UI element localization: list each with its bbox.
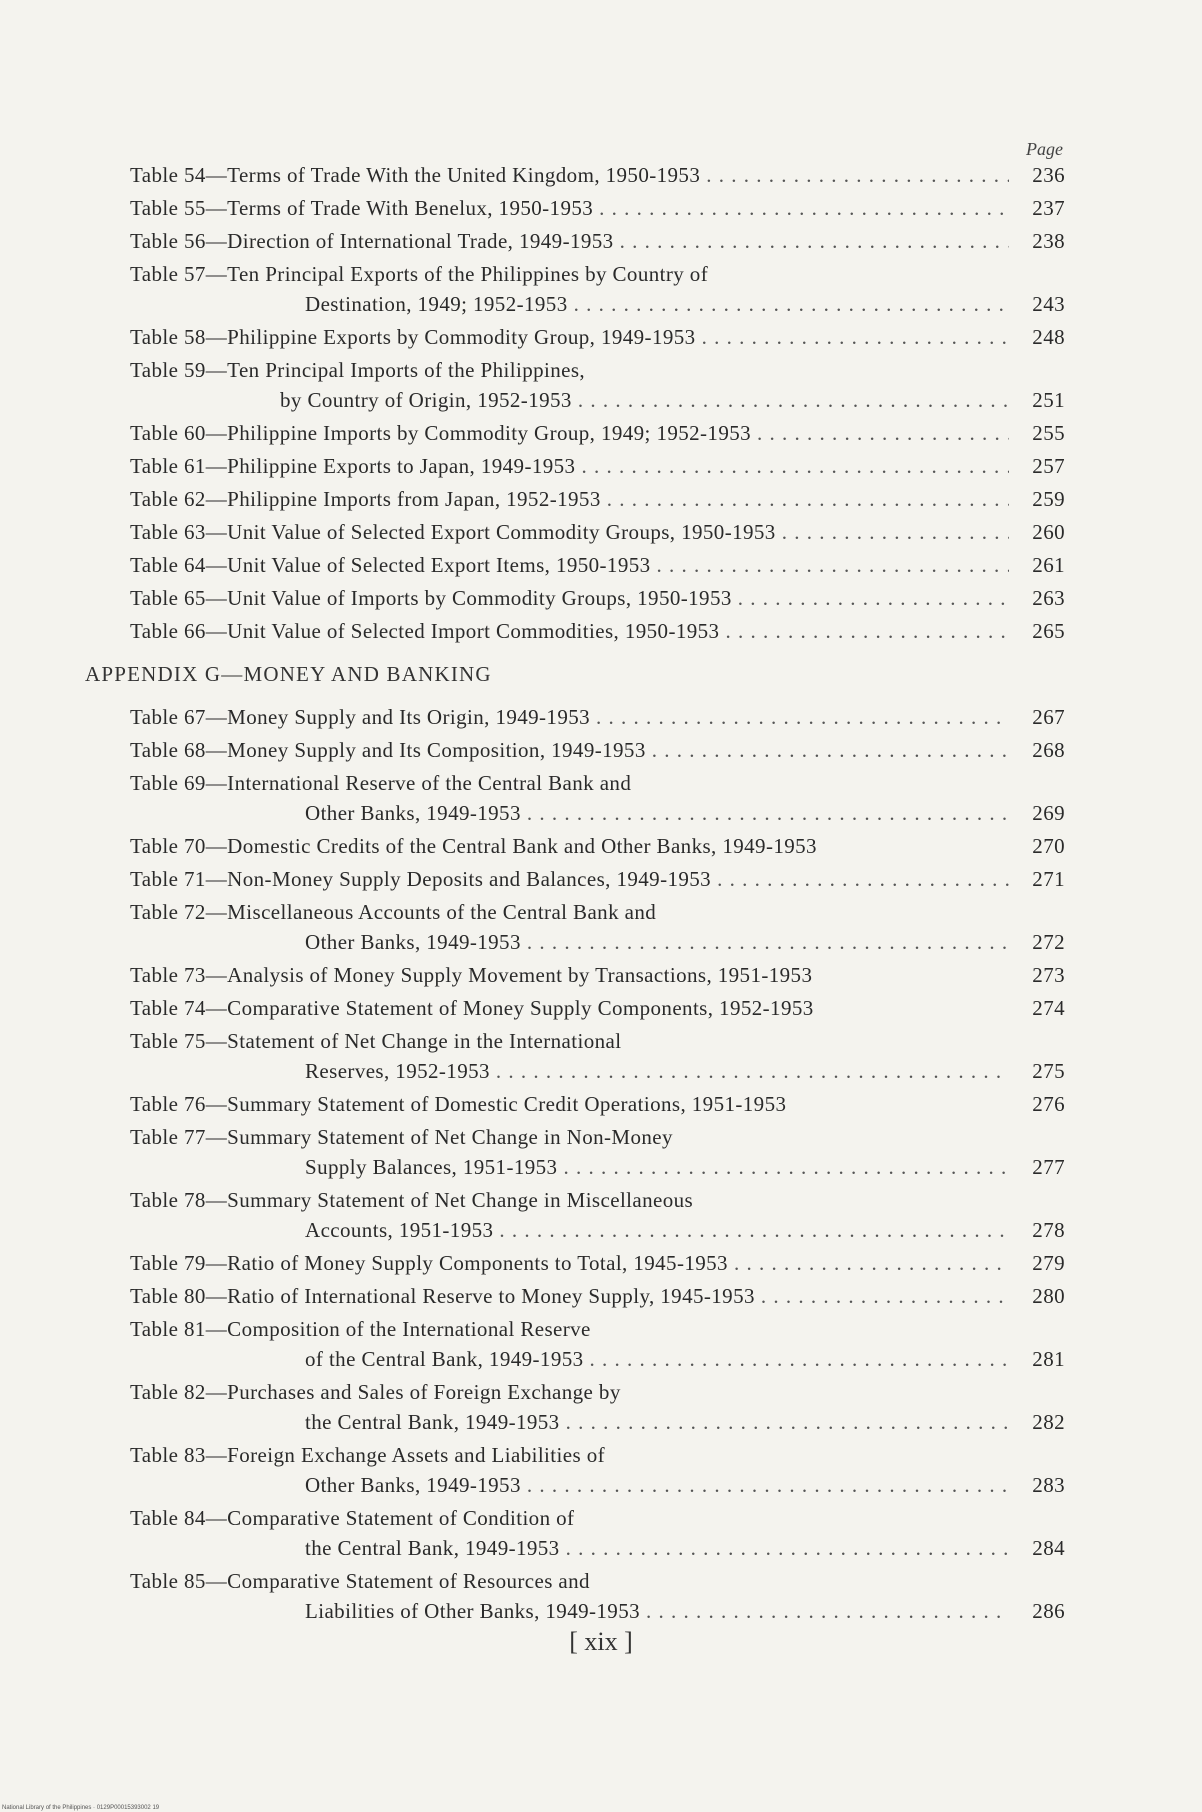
toc-entry-title-text: Table 82—Purchases and Sales of Foreign Exchange by	[130, 1380, 621, 1404]
toc-entry-title	[130, 960, 1013, 990]
toc-entry-continuation-text: Other Banks, 1949-1953	[305, 801, 521, 825]
toc-entry-text	[130, 418, 1013, 448]
toc-entry-title	[130, 1503, 1013, 1533]
toc-entry-title-text: Table 56—Direction of International Trade, 1949-1953	[130, 229, 614, 253]
toc-entry-page-number: 257	[1032, 454, 1065, 478]
dot-leader	[599, 193, 1009, 223]
toc-entry	[130, 1185, 1065, 1245]
toc-entry-title-text: Table 84—Comparative Statement of Condition of	[130, 1506, 575, 1530]
toc-entry	[130, 1377, 1065, 1437]
toc-entry-title	[130, 1122, 1013, 1152]
toc-entry-text	[130, 1314, 1013, 1374]
toc-entry	[130, 897, 1065, 957]
toc-entry-text	[130, 993, 1013, 1023]
toc-entry-title-text: Table 67—Money Supply and Its Origin, 1949-1953	[130, 705, 591, 729]
toc-entry-page-number: 255	[1032, 421, 1065, 445]
toc-entry	[130, 322, 1065, 352]
toc-entry-title	[130, 1566, 1013, 1596]
dot-leader	[706, 160, 1009, 190]
toc-entry-page-number: 268	[1032, 738, 1065, 762]
toc-entry-title	[130, 616, 1013, 646]
toc-entry-title-text: Table 79—Ratio of Money Supply Components to Total, 1945-1953	[130, 1251, 728, 1275]
toc-entry	[130, 1089, 1065, 1119]
toc-entry-continuation	[130, 1056, 1013, 1086]
toc-entry	[130, 550, 1065, 580]
toc-entry	[130, 702, 1065, 732]
toc-entry-continuation	[130, 1152, 1013, 1182]
toc-entry-title-text: Table 71—Non-Money Supply Deposits and Balances, 1949-1953	[130, 867, 712, 891]
toc-entry-title-text: Table 76—Summary Statement of Domestic Credit Operations, 1951-1953	[130, 1092, 787, 1116]
dot-leader	[738, 583, 1009, 613]
dot-leader	[607, 484, 1009, 514]
toc-entry-text	[130, 451, 1013, 481]
toc-entry-title	[130, 1440, 1013, 1470]
toc-entry-continuation	[130, 1533, 1013, 1563]
toc-entry-page-number: 261	[1032, 553, 1065, 577]
toc-entry	[130, 735, 1065, 765]
toc-entry-text	[130, 322, 1013, 352]
toc-entry-title-text: Table 66—Unit Value of Selected Import Commodities, 1950-1953	[130, 619, 720, 643]
toc-entry-title-text: Table 65—Unit Value of Imports by Commodity Groups, 1950-1953	[130, 586, 732, 610]
toc-entry-text	[130, 1026, 1013, 1086]
toc-entry-continuation-text: by Country of Origin, 1952-1953	[280, 388, 572, 412]
toc-entry	[130, 418, 1065, 448]
toc-entry-page-number: 281	[1032, 1347, 1065, 1371]
toc-entry	[130, 193, 1065, 223]
dot-leader	[581, 451, 1009, 481]
toc-entry-page-number: 273	[1032, 963, 1065, 987]
toc-entry-title	[130, 1026, 1013, 1056]
toc-entry	[130, 259, 1065, 319]
toc-entry-text	[130, 1281, 1013, 1311]
toc-entry-continuation	[130, 798, 1013, 828]
toc-entry-text	[130, 550, 1013, 580]
toc-entry-title	[130, 993, 1013, 1023]
toc-entry-title	[130, 702, 1013, 732]
toc-entry-title-text: Table 61—Philippine Exports to Japan, 1949-1953	[130, 454, 576, 478]
toc-entry	[130, 1281, 1065, 1311]
toc-entry	[130, 1503, 1065, 1563]
toc-entry-title-text: Table 69—International Reserve of the Central Bank and	[130, 771, 632, 795]
toc-entry	[130, 1440, 1065, 1500]
toc-entry-title-text: Table 74—Comparative Statement of Money Supply Components, 1952-1953	[130, 996, 814, 1020]
toc-entry-title-text: Table 63—Unit Value of Selected Export Commodity Groups, 1950-1953	[130, 520, 776, 544]
toc-entry-page-number: 279	[1032, 1251, 1065, 1275]
toc-entry-text	[130, 735, 1013, 765]
table-of-contents	[85, 138, 1065, 1629]
toc-entry-title	[130, 583, 1013, 613]
toc-entry-title-text: Table 55—Terms of Trade With Benelux, 1950-1953	[130, 196, 594, 220]
toc-entry	[130, 831, 1065, 861]
toc-entry	[130, 864, 1065, 894]
toc-entry-text	[130, 1122, 1013, 1182]
toc-entry-page-number: 265	[1032, 619, 1065, 643]
toc-entry-title	[130, 831, 1013, 861]
toc-entry-page-number: 280	[1032, 1284, 1065, 1308]
toc-entry-continuation-text: Other Banks, 1949-1953	[305, 930, 521, 954]
toc-entry-page-number: 269	[1032, 801, 1065, 825]
toc-entry-text	[130, 864, 1013, 894]
dot-leader	[717, 864, 1009, 894]
toc-entry-text	[130, 193, 1013, 223]
toc-entry-title	[130, 1377, 1013, 1407]
toc-entry-title	[130, 484, 1013, 514]
toc-entry-title-text: Table 72—Miscellaneous Accounts of the Central Bank and	[130, 900, 657, 924]
toc-entry-continuation-text: Other Banks, 1949-1953	[305, 1473, 521, 1497]
dot-leader	[566, 1533, 1009, 1563]
dot-leader	[527, 798, 1009, 828]
toc-entry	[130, 484, 1065, 514]
dot-leader	[499, 1215, 1009, 1245]
dot-leader	[574, 289, 1009, 319]
toc-entry-page-number: 260	[1032, 520, 1065, 544]
toc-entry-title-text: Table 73—Analysis of Money Supply Movement by Transactions, 1951-1953	[130, 963, 813, 987]
toc-entry-page-number: 237	[1032, 196, 1065, 220]
toc-entry-title	[130, 864, 1013, 894]
appendix-g-heading: APPENDIX G—MONEY AND BANKING	[85, 662, 492, 686]
dot-leader	[757, 418, 1009, 448]
toc-entry-page-number: 263	[1032, 586, 1065, 610]
toc-entry-page-number: 282	[1032, 1410, 1065, 1434]
toc-entry-title-text: Table 59—Ten Principal Imports of the Philippines,	[130, 358, 586, 382]
toc-entry-title-text: Table 81—Composition of the International Reserve	[130, 1317, 591, 1341]
toc-entry-page-number: 286	[1032, 1599, 1065, 1623]
toc-entry-title-text: Table 85—Comparative Statement of Resources and	[130, 1569, 590, 1593]
page-folio: [ xix ]	[569, 1627, 633, 1656]
toc-entry-text	[130, 960, 1013, 990]
toc-entry-page-number: 236	[1032, 163, 1065, 187]
toc-entry-continuation	[130, 385, 1013, 415]
toc-entry-page-number: 243	[1032, 292, 1065, 316]
toc-entry-text	[130, 583, 1013, 613]
toc-entry-page-number: 272	[1032, 930, 1065, 954]
dot-leader	[620, 226, 1009, 256]
toc-entry-title-text: Table 78—Summary Statement of Net Change in Miscellaneous	[130, 1188, 694, 1212]
toc-entry-title	[130, 1314, 1013, 1344]
toc-entry-title	[130, 1281, 1013, 1311]
toc-entry-title-text: Table 62—Philippine Imports from Japan, 1952-1953	[130, 487, 601, 511]
toc-entry	[130, 993, 1065, 1023]
toc-entry-continuation-text: the Central Bank, 1949-1953	[305, 1410, 560, 1434]
toc-entry-title-text: Table 54—Terms of Trade With the United Kingdom, 1950-1953	[130, 163, 701, 187]
toc-entry-text	[130, 1377, 1013, 1437]
toc-entry	[130, 355, 1065, 415]
toc-entry-text	[130, 1566, 1013, 1626]
toc-entry-title-text: Table 77—Summary Statement of Net Change in Non-Money	[130, 1125, 673, 1149]
toc-entry-continuation	[130, 1596, 1013, 1626]
toc-entry-page-number: 283	[1032, 1473, 1065, 1497]
toc-entry-continuation	[130, 1407, 1013, 1437]
toc-entry-title-text: Table 70—Domestic Credits of the Central Bank and Other Banks, 1949-1953	[130, 834, 817, 858]
toc-list-appendix-g	[130, 702, 1065, 1626]
toc-entry-title	[130, 1248, 1013, 1278]
toc-entry-title	[130, 322, 1013, 352]
dot-leader	[702, 322, 1009, 352]
toc-entry-title	[130, 226, 1013, 256]
toc-entry-text	[130, 1089, 1013, 1119]
dot-leader	[527, 1470, 1009, 1500]
toc-entry-text	[130, 1440, 1013, 1500]
toc-entry	[130, 616, 1065, 646]
toc-entry	[130, 517, 1065, 547]
dot-leader	[590, 1344, 1009, 1374]
toc-entry-title	[130, 355, 1013, 385]
toc-entry-continuation-text: Supply Balances, 1951-1953	[305, 1155, 558, 1179]
toc-entry-continuation	[130, 1344, 1013, 1374]
toc-entry-text	[130, 259, 1013, 319]
toc-entry-title	[130, 550, 1013, 580]
dot-leader	[578, 385, 1009, 415]
dot-leader	[782, 517, 1009, 547]
toc-list-appendix-f	[130, 160, 1065, 646]
toc-entry-title	[130, 1185, 1013, 1215]
dot-leader	[527, 927, 1009, 957]
toc-entry-page-number: 251	[1032, 388, 1065, 412]
toc-entry	[130, 1314, 1065, 1374]
toc-entry	[130, 768, 1065, 828]
toc-entry	[130, 1248, 1065, 1278]
dot-leader	[496, 1056, 1009, 1086]
toc-entry-title	[130, 451, 1013, 481]
toc-entry-page-number: 267	[1032, 705, 1065, 729]
toc-entry-text	[130, 484, 1013, 514]
toc-entry-title	[130, 735, 1013, 765]
dot-leader	[596, 702, 1009, 732]
toc-entry-text	[130, 702, 1013, 732]
library-stamp: National Library of the Philippines · 0129P00015393002 19	[2, 1805, 160, 1811]
toc-entry-title	[130, 259, 1013, 289]
toc-entry-continuation	[130, 289, 1013, 319]
toc-entry-continuation-text: Accounts, 1951-1953	[305, 1218, 494, 1242]
toc-entry-continuation-text: the Central Bank, 1949-1953	[305, 1536, 560, 1560]
toc-entry	[130, 226, 1065, 256]
toc-entry-title	[130, 897, 1013, 927]
toc-entry-continuation-text: Reserves, 1952-1953	[305, 1059, 490, 1083]
toc-entry-page-number: 270	[1032, 834, 1065, 858]
dot-leader	[646, 1596, 1009, 1626]
toc-entry-title	[130, 160, 1013, 190]
toc-entry	[130, 960, 1065, 990]
toc-entry-page-number: 271	[1032, 867, 1065, 891]
toc-entry-title-text: Table 75—Statement of Net Change in the International	[130, 1029, 622, 1053]
toc-entry-text	[130, 1248, 1013, 1278]
toc-entry-page-number: 248	[1032, 325, 1065, 349]
toc-entry-page-number: 275	[1032, 1059, 1065, 1083]
toc-entry-text	[130, 1503, 1013, 1563]
toc-entry-title	[130, 193, 1013, 223]
toc-entry-page-number: 274	[1032, 996, 1065, 1020]
dot-leader	[761, 1281, 1009, 1311]
toc-entry-text	[130, 1185, 1013, 1245]
toc-entry	[130, 1566, 1065, 1626]
dot-leader	[563, 1152, 1009, 1182]
toc-entry-title-text: Table 83—Foreign Exchange Assets and Liabilities of	[130, 1443, 605, 1467]
toc-entry-continuation-text: of the Central Bank, 1949-1953	[305, 1347, 584, 1371]
toc-entry-title	[130, 768, 1013, 798]
toc-entry-text	[130, 831, 1013, 861]
toc-entry-page-number: 259	[1032, 487, 1065, 511]
toc-entry-page-number: 277	[1032, 1155, 1065, 1179]
toc-entry	[130, 1026, 1065, 1086]
toc-entry-text	[130, 160, 1013, 190]
toc-entry-continuation	[130, 1215, 1013, 1245]
toc-entry-text	[130, 517, 1013, 547]
toc-entry-text	[130, 355, 1013, 415]
toc-entry	[130, 583, 1065, 613]
toc-entry-continuation	[130, 1470, 1013, 1500]
toc-entry-title-text: Table 60—Philippine Imports by Commodity Group, 1949; 1952-1953	[130, 421, 752, 445]
toc-entry-title	[130, 517, 1013, 547]
toc-entry-title-text: Table 68—Money Supply and Its Composition, 1949-1953	[130, 738, 646, 762]
toc-entry-page-number: 238	[1032, 229, 1065, 253]
toc-entry	[130, 451, 1065, 481]
dot-leader	[652, 735, 1009, 765]
toc-entry-page-number: 276	[1032, 1092, 1065, 1116]
toc-entry-title-text: Table 58—Philippine Exports by Commodity Group, 1949-1953	[130, 325, 696, 349]
toc-entry-continuation	[130, 927, 1013, 957]
toc-entry-text	[130, 616, 1013, 646]
toc-entry-text	[130, 897, 1013, 957]
toc-entry-title-text: Table 64—Unit Value of Selected Export Items, 1950-1953	[130, 553, 651, 577]
dot-leader	[734, 1248, 1009, 1278]
toc-entry-page-number: 284	[1032, 1536, 1065, 1560]
toc-entry-title	[130, 1089, 1013, 1119]
toc-entry-continuation-text: Liabilities of Other Banks, 1949-1953	[305, 1599, 640, 1623]
toc-entry-page-number: 278	[1032, 1218, 1065, 1242]
toc-entry-title-text: Table 80—Ratio of International Reserve to Money Supply, 1945-1953	[130, 1284, 755, 1308]
dot-leader	[725, 616, 1009, 646]
toc-entry	[130, 160, 1065, 190]
toc-entry-title-text: Table 57—Ten Principal Exports of the Philippines by Country of	[130, 262, 709, 286]
toc-entry	[130, 1122, 1065, 1182]
dot-leader	[566, 1407, 1009, 1437]
dot-leader	[657, 550, 1009, 580]
toc-entry-text	[130, 768, 1013, 828]
page-column-label: Page	[1026, 139, 1063, 159]
toc-entry-continuation-text: Destination, 1949; 1952-1953	[305, 292, 568, 316]
toc-entry-title	[130, 418, 1013, 448]
toc-entry-text	[130, 226, 1013, 256]
